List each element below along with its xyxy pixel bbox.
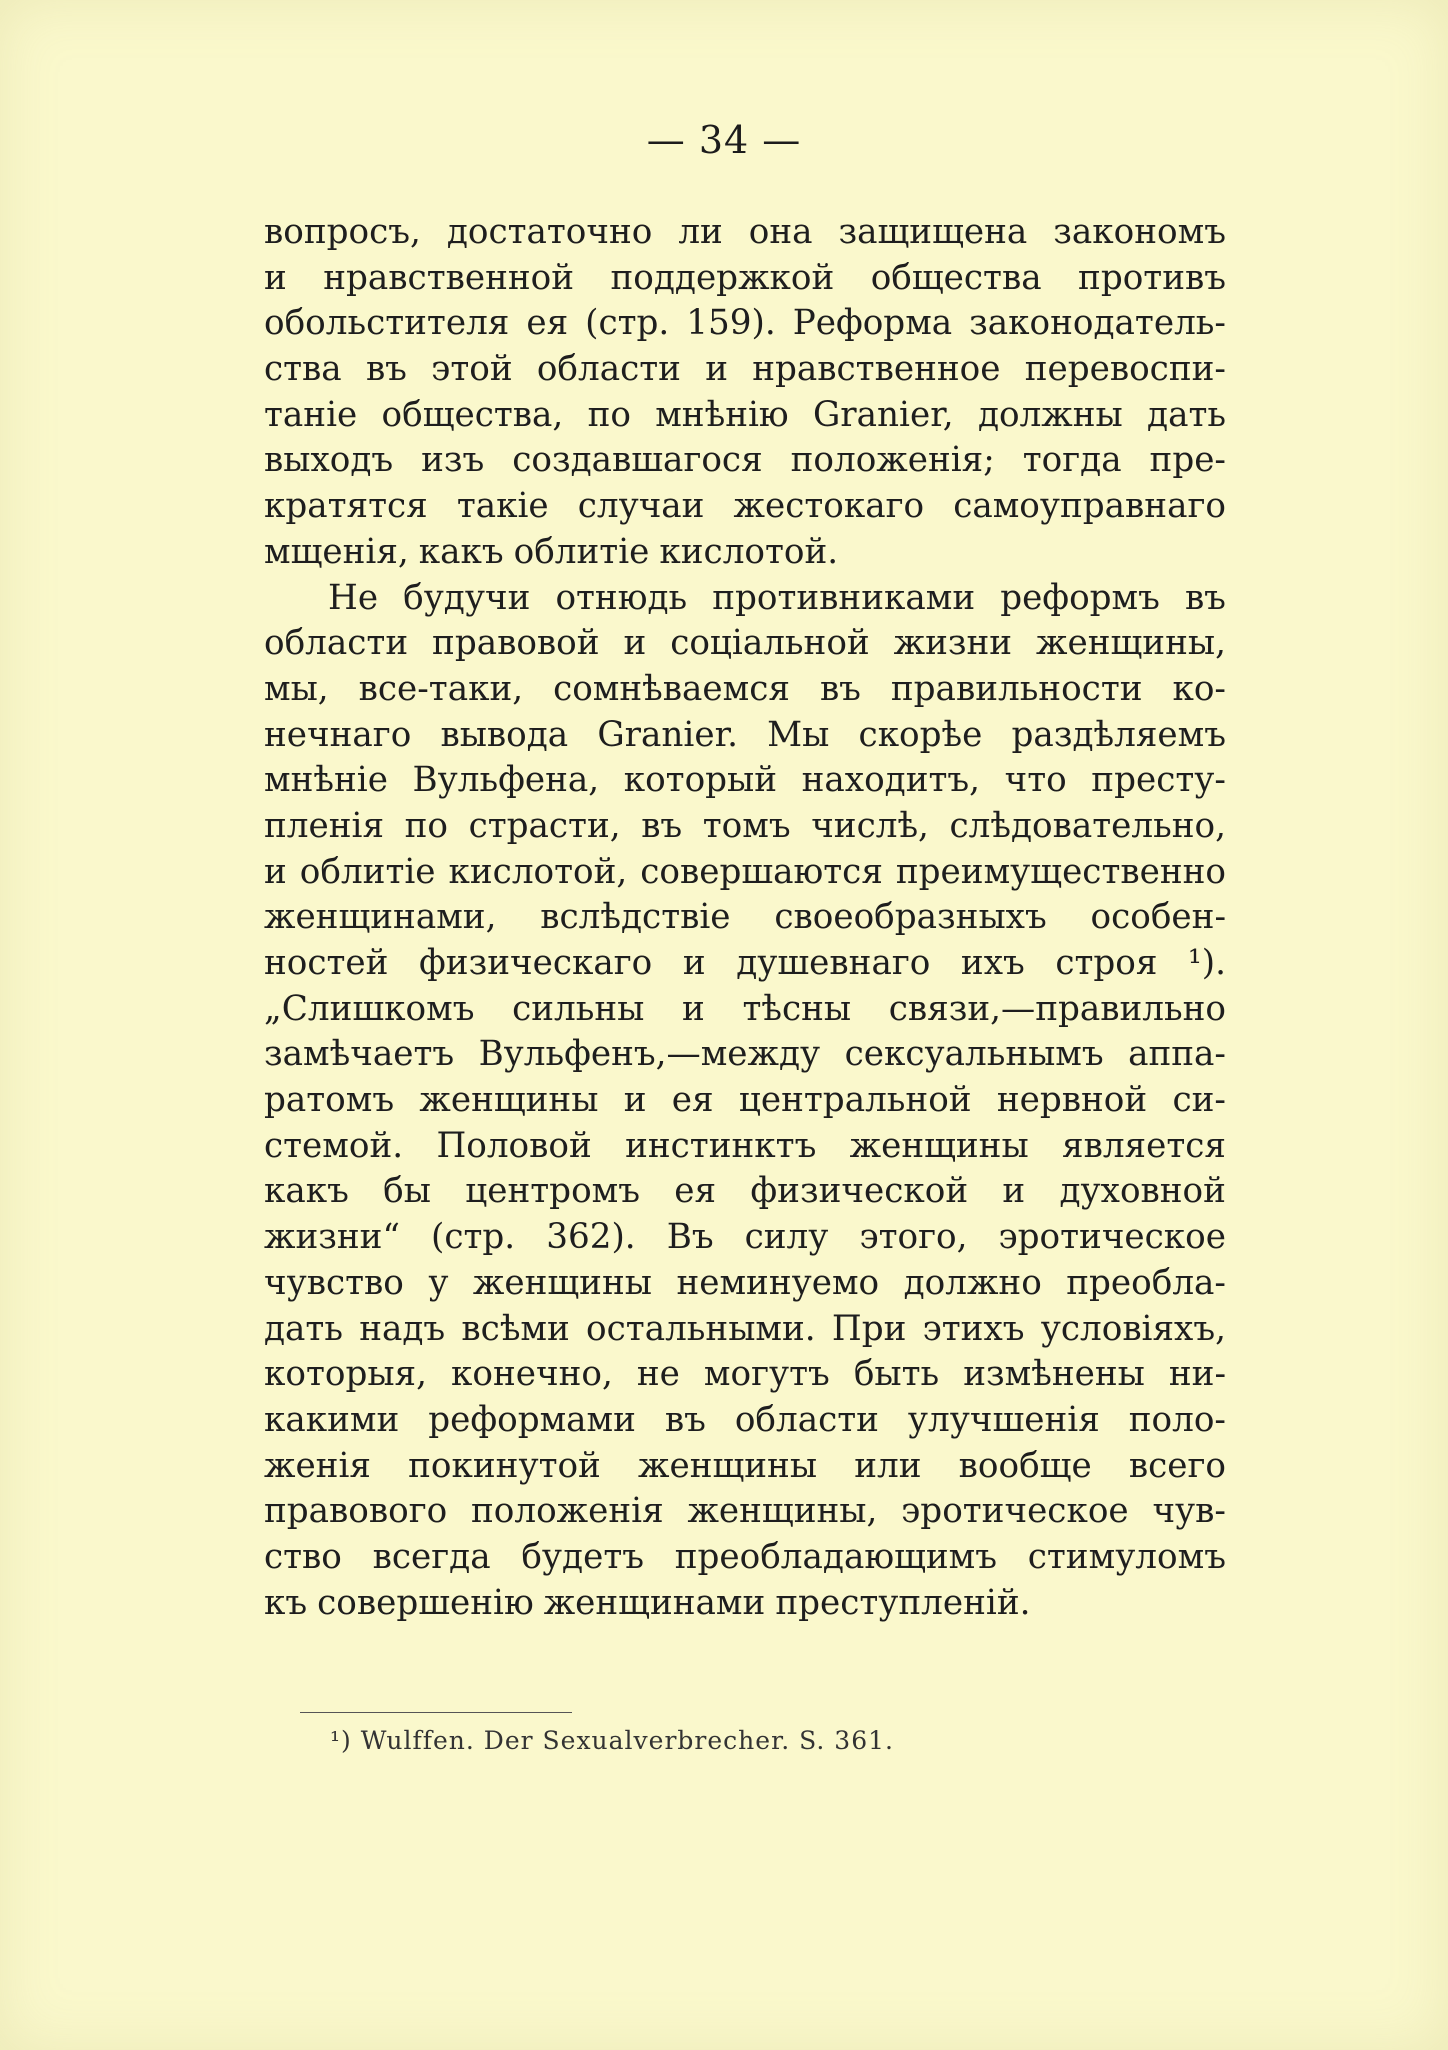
text-line: таніе общества, по мнѣнію Granier, должны дать: [264, 394, 1226, 435]
footnote: ¹) Wulffen. Der Sexualverbrecher. S. 361.: [330, 1726, 894, 1755]
text-line: области правовой и соціальной жизни женщины,: [264, 623, 1226, 664]
text-line: мнѣніе Вульфена, который находитъ, что престу-: [264, 760, 1226, 801]
text-line: нечнаго вывода Granier. Мы скорѣе раздѣляемъ: [264, 714, 1226, 755]
text-line: жизни“ (стр. 362). Въ силу этого, эротическое: [264, 1217, 1226, 1258]
text-line: къ совершенію женщинами преступленій.: [264, 1582, 1031, 1623]
text-line: ностей физическаго и душевнаго ихъ строя ¹).: [264, 943, 1226, 983]
text-line: и облитіе кислотой, совершаются преимущественно: [264, 851, 1226, 892]
text-line: женія покинутой женщины или вообще всего: [264, 1445, 1226, 1486]
text-line: правового положенія женщины, эротическое чув-: [264, 1491, 1226, 1532]
text-line: ства въ этой области и нравственное перевоспи-: [264, 349, 1226, 390]
text-line: замѣчаетъ Вульфенъ,—между сексуальнымъ аппа-: [264, 1034, 1226, 1075]
text-line: Не будучи отнюдь противниками реформъ въ: [328, 577, 1226, 618]
text-line: обольстителя ея (стр. 159). Реформа законодатель-: [264, 303, 1226, 344]
text-line: ство всегда будетъ преобладающимъ стимуломъ: [264, 1536, 1226, 1577]
text-line: ратомъ женщины и ея центральной нервной си-: [264, 1080, 1226, 1121]
text-line: и нравственной поддержкой общества противъ: [264, 257, 1226, 298]
page-number: — 34 —: [646, 118, 802, 162]
text-line: какими реформами въ области улучшенія поло-: [264, 1399, 1226, 1440]
text-line: какъ бы центромъ ея физической и духовной: [264, 1171, 1226, 1212]
text-line: чувство у женщины неминуемо должно преобла-: [264, 1262, 1226, 1303]
text-line: дать надъ всѣми остальными. При этихъ условіяхъ,: [264, 1308, 1226, 1349]
text-line: выходъ изъ создавшагося положенія; тогда пре-: [264, 440, 1226, 481]
footnote-divider: [300, 1712, 572, 1713]
body-text: [264, 210, 1226, 1626]
text-line: пленія по страсти, въ томъ числѣ, слѣдовательно,: [264, 805, 1226, 846]
text-line: стемой. Половой инстинктъ женщины является: [264, 1125, 1226, 1166]
text-line: которыя, конечно, не могутъ быть измѣнены ни-: [264, 1354, 1226, 1395]
text-line: мы, все-таки, сомнѣваемся въ правильности ко-: [264, 668, 1226, 709]
text-line: „Слишкомъ сильны и тѣсны связи,—правильно: [264, 988, 1226, 1029]
text-line: вопросъ, достаточно ли она защищена закономъ: [264, 212, 1226, 252]
text-line: женщинами, вслѣдствіе своеобразныхъ особен-: [264, 897, 1226, 938]
text-line: кратятся такіе случаи жестокаго самоуправнаго: [264, 486, 1226, 527]
text-line: мщенія, какъ облитіе кислотой.: [264, 531, 839, 572]
